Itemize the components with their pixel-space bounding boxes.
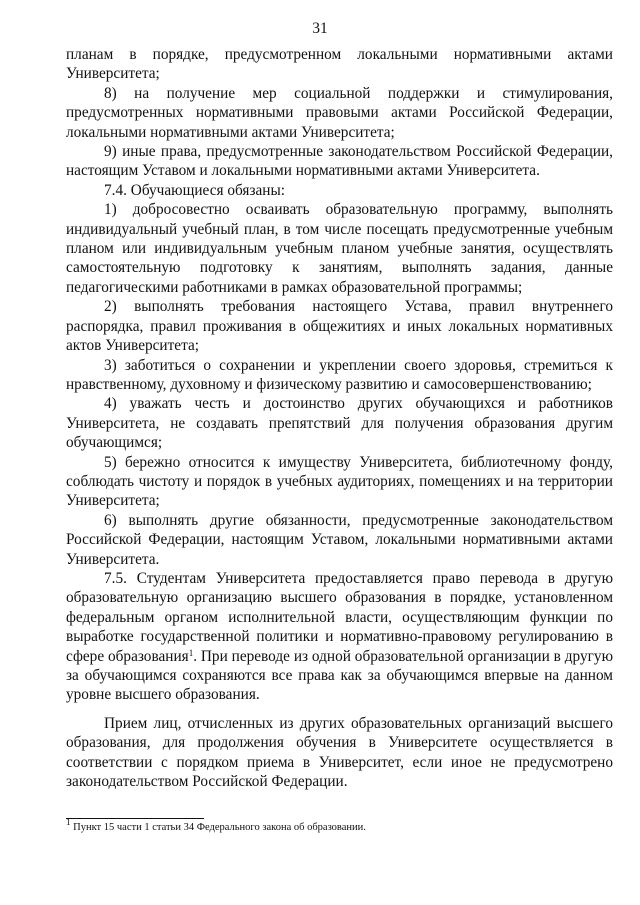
paragraph: 8) на получение мер социальной поддержки и стимулирования, предусмотренных нормативными правовыми актами Российской Федерации, локальными нормативными актами Университета; [66, 84, 613, 141]
paragraph: планам в порядке, предусмотренном локальными нормативными актами Университета; [66, 46, 613, 83]
page-number: 31 [312, 20, 328, 37]
paragraph: 1) добросовестно осваивать образовательную программу, выполнять индивидуальный учебный план, в том числе посещать предусмотренные учебным планом или индивидуальным учебным планом учебные занятия, осуществлять самостоятельную подготовку к занятиям, выполнять задания, данные педагогическими работниками в рамках образовательной программы; [66, 201, 613, 296]
paragraph-text-continued: . При переводе из одной образовательной организации в другую за обучающимся сохраняются все права как за обучающимся впервые на данном уровне высшего образования. [66, 647, 613, 704]
paragraph-text: 7.5. Студентам Университета предоставляется право перевода в другую образовательную организацию высшего образования в порядке, установленном федеральным органом исполнительной власти, осуществляющим функции по выработке государственной политики и нормативно-правовому регулированию в сфере образования [66, 569, 613, 665]
footnote-separator [66, 818, 204, 819]
paragraph: 5) бережно относится к имуществу Университета, библиотечному фонду, соблюдать чистоту и порядок в учебных аудиториях, помещениях и на территории Университета; [66, 453, 613, 510]
footnote-marker: 1 [66, 817, 71, 827]
section-heading: 7.4. Обучающиеся обязаны: [104, 181, 285, 199]
paragraph: 4) уважать честь и достоинство других обучающихся и работников Университета, не создавать препятствий для получения образования другим обучающимся; [66, 395, 613, 452]
paragraph: Прием лиц, отчисленных из других образовательных организаций высшего образования, для продолжения обучения в Университете осуществляется в соответствии с порядком приема в Университет, если иное не предусмотрено законодательством Российской Федерации. [66, 714, 613, 791]
paragraph-with-footnote [66, 569, 613, 705]
body-text [66, 45, 613, 791]
paragraph: 6) выполнять другие обязанности, предусмотренные законодательством Российской Федерации, настоящим Уставом, локальными нормативными актами Университета. [66, 511, 613, 568]
paragraph: 2) выполнять требования настоящего Устава, правил внутреннего распорядка, правил проживания в общежитиях и иных локальных нормативных актов Университета; [66, 298, 613, 355]
footnote-reference: 1 [188, 647, 194, 658]
paragraph: 3) заботиться о сохранении и укреплении своего здоровья, стремиться к нравственному, духовному и физическому развитию и самосовершенствованию; [66, 356, 613, 393]
footnote-text: Пункт 15 части 1 статьи 34 Федерального закона об образовании. [70, 822, 366, 833]
paragraph: 9) иные права, предусмотренные законодательством Российской Федерации, настоящим Уставом и локальными нормативными актами Университета. [66, 143, 613, 180]
footnote [66, 817, 613, 834]
